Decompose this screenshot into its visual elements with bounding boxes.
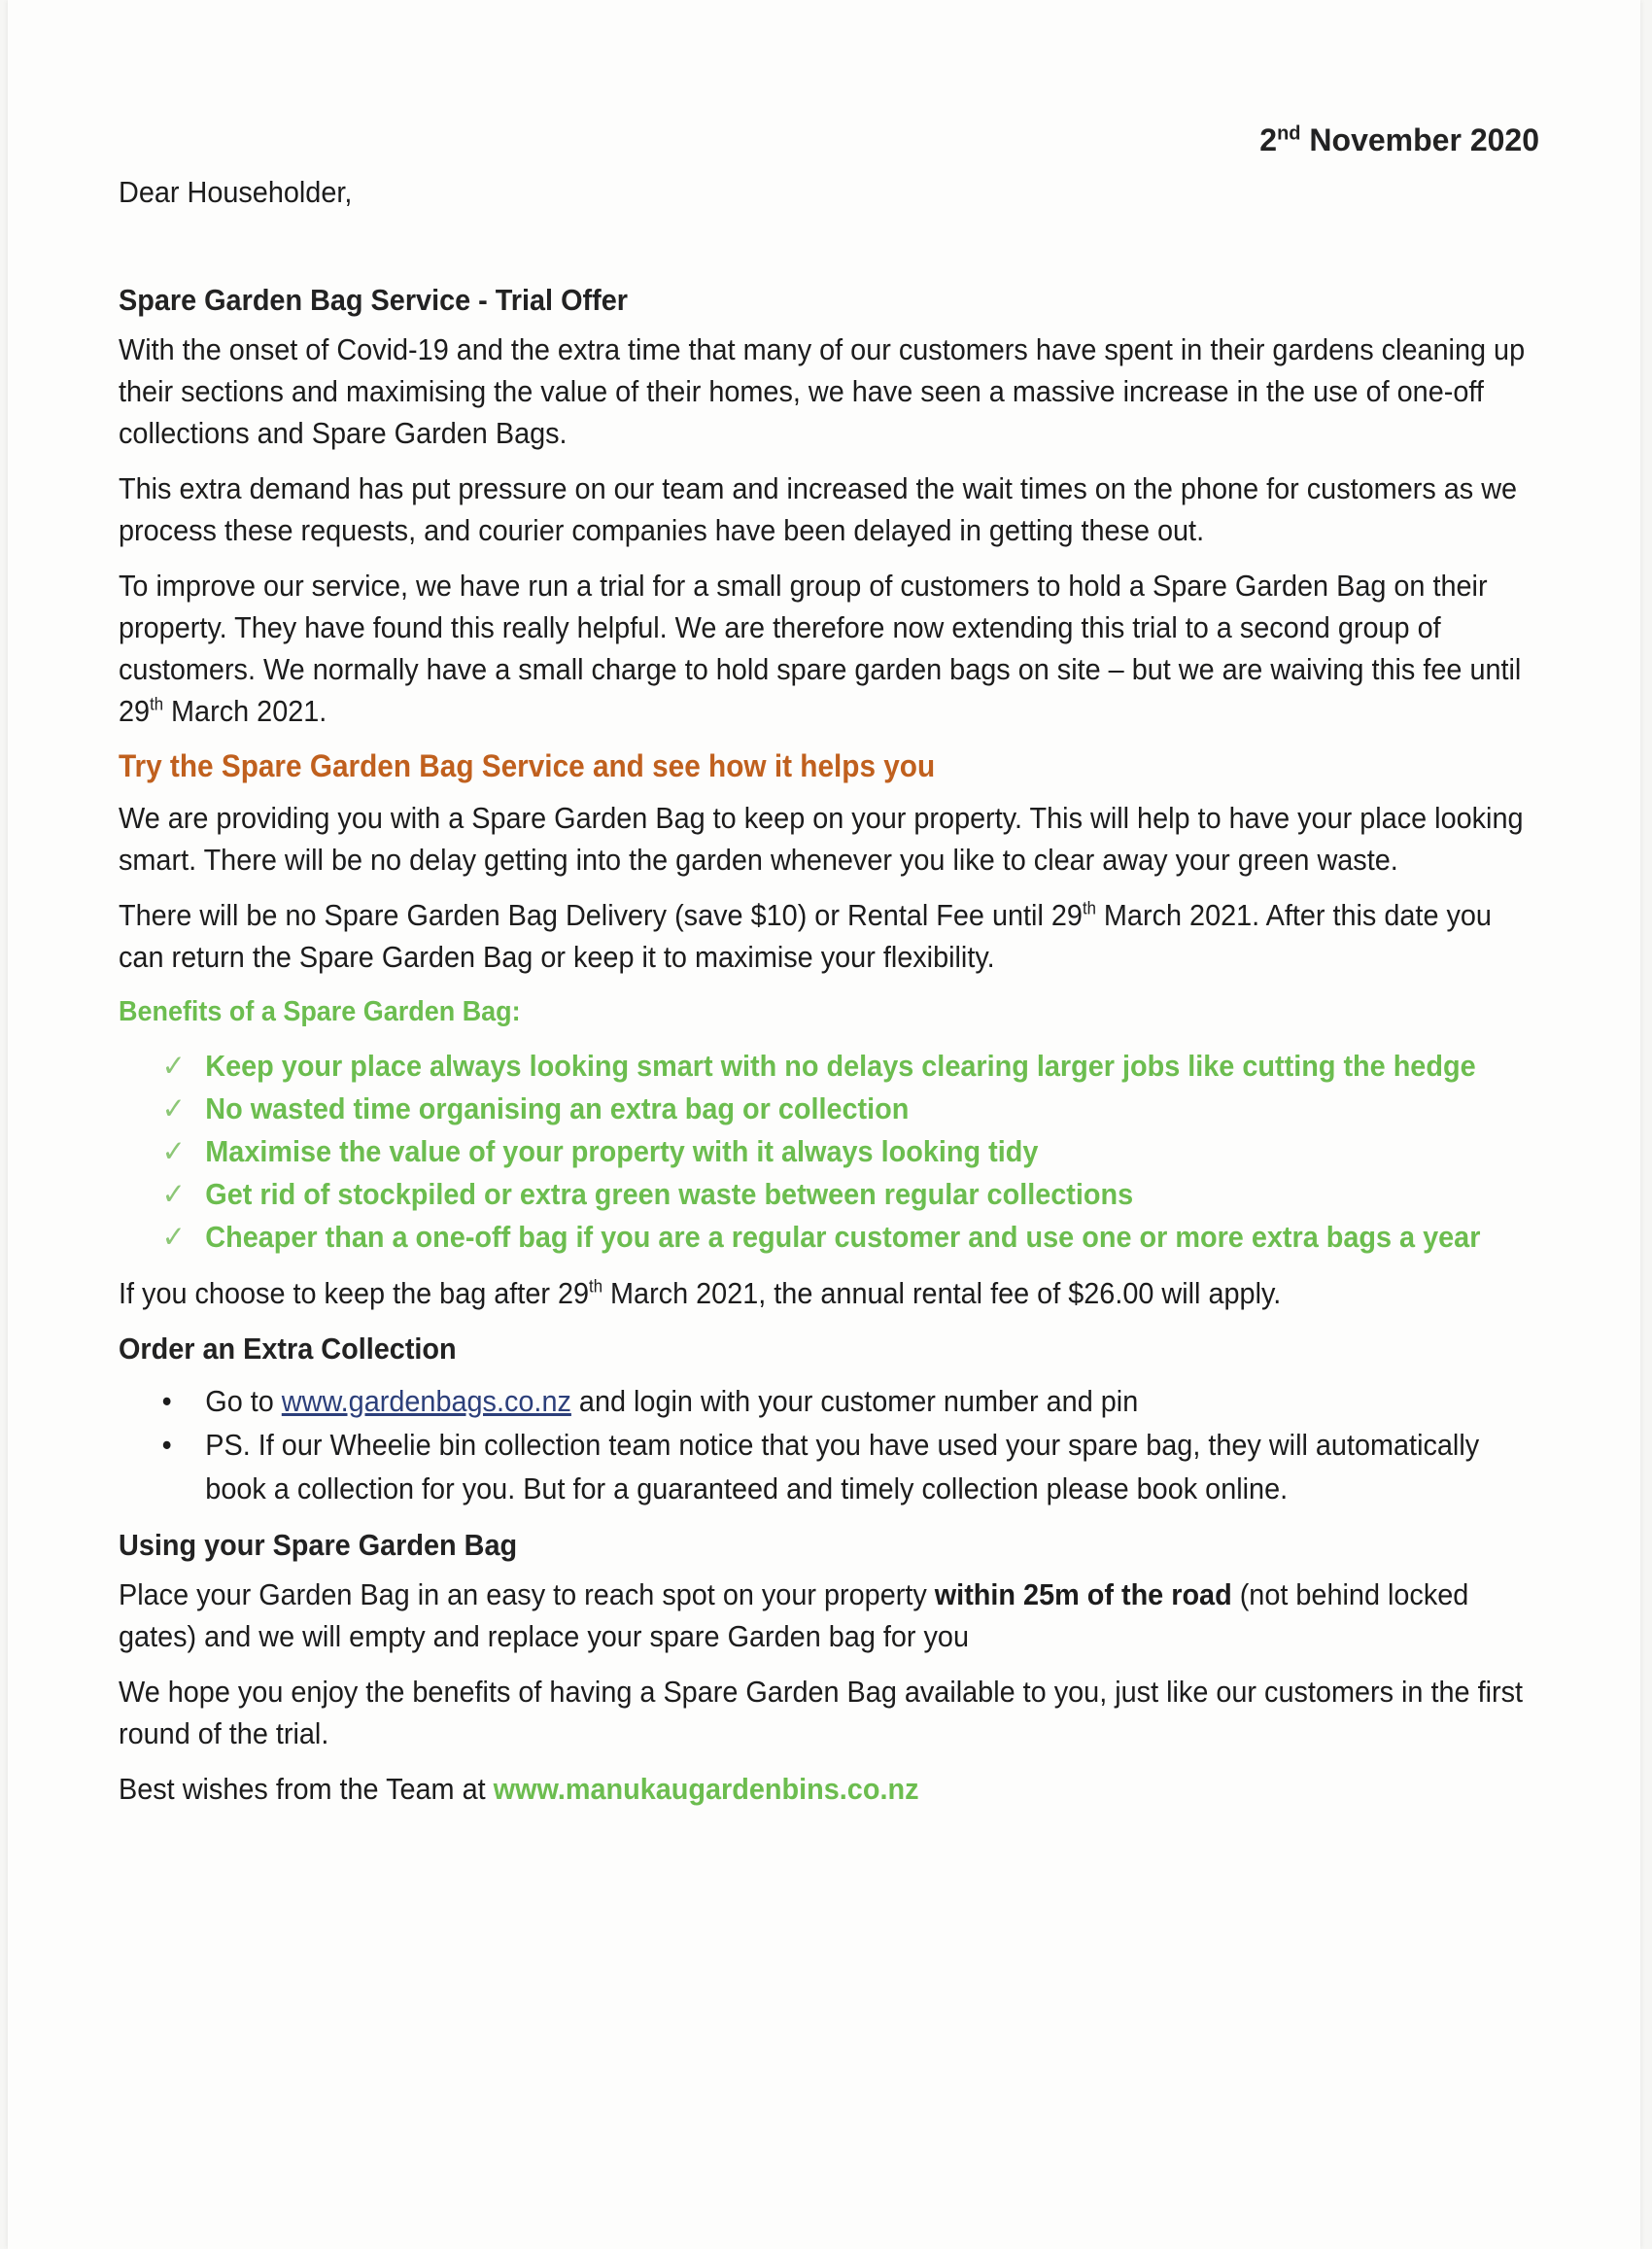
text: March 2021, the annual rental fee of $26.00 will apply. xyxy=(602,1276,1282,1310)
text: (not behind locked gates) and we will empty and replace your spare Garden bag for you xyxy=(119,1577,1469,1653)
bullet-icon: • xyxy=(161,1428,172,1462)
date-suffix: nd xyxy=(1277,122,1301,145)
check-icon: ✓ xyxy=(161,1177,186,1211)
gardenbags-link[interactable]: www.gardenbags.co.nz xyxy=(281,1384,571,1418)
paragraph-placement xyxy=(119,1574,1539,1657)
benefit-item xyxy=(162,1130,1539,1173)
text: There will be no Spare Garden Bag Delivery (save $10) or Rental Fee until 29 xyxy=(119,898,1083,932)
benefit-item xyxy=(162,1173,1539,1216)
ordinal-suffix: th xyxy=(1082,898,1096,918)
benefit-item xyxy=(162,1045,1539,1088)
benefit-text: Maximise the value of your property with it always looking tidy xyxy=(205,1134,1039,1168)
paragraph-hope: We hope you enjoy the benefits of having a Spare Garden Bag available to you, just like our customers in the first round of the trial. xyxy=(119,1675,1524,1750)
paragraph-providing: We are providing you with a Spare Garden Bag to keep on your property. This will help to have your place looking smart. There will be no delay getting into the garden whenever you like to clear away your green waste. xyxy=(119,801,1524,877)
order-item xyxy=(162,1379,1539,1423)
using-heading: Using your Spare Garden Bag xyxy=(119,1528,518,1562)
ordinal-suffix: th xyxy=(150,694,164,714)
text: Place your Garden Bag in an easy to reach spot on your property xyxy=(119,1577,935,1611)
text: Go to xyxy=(205,1384,282,1418)
order-heading: Order an Extra Collection xyxy=(119,1332,457,1366)
benefits-list xyxy=(119,1045,1539,1259)
text: March 2021. After this date you can return the Spare Garden Bag or keep it to maximise your flexibility. xyxy=(119,898,1492,974)
text: March 2021. xyxy=(163,694,327,728)
paragraph-trial xyxy=(119,565,1539,732)
paragraph-covid: With the onset of Covid-19 and the extra time that many of our customers have spent in their gardens cleaning up their sections and maximising the value of their homes, we have seen a massive increase in the use of one-off collections and Spare Garden Bags. xyxy=(119,332,1526,450)
benefit-item xyxy=(162,1088,1539,1130)
date-rest: November 2020 xyxy=(1300,122,1539,157)
order-item xyxy=(162,1423,1539,1510)
paragraph-rental-fee xyxy=(119,1272,1539,1314)
check-icon: ✓ xyxy=(161,1049,186,1083)
try-heading: Try the Spare Garden Bag Service and see how it helps you xyxy=(119,748,936,783)
letter-title: Spare Garden Bag Service - Trial Offer xyxy=(119,283,628,317)
ordinal-suffix: th xyxy=(589,1276,603,1297)
order-list xyxy=(119,1379,1539,1510)
salutation: Dear Householder, xyxy=(119,175,353,209)
benefit-text: No wasted time organising an extra bag or collection xyxy=(205,1091,910,1125)
letter-page xyxy=(8,0,1640,2249)
manukau-link[interactable]: www.manukaugardenbins.co.nz xyxy=(493,1772,919,1806)
text: Best wishes from the Team at xyxy=(119,1772,494,1806)
benefit-text: Get rid of stockpiled or extra green waste between regular collections xyxy=(205,1177,1134,1211)
date-day: 2 xyxy=(1259,122,1278,157)
paragraph-demand: This extra demand has put pressure on our team and increased the wait times on the phone for customers as we process these requests, and courier companies have been delayed in getting these out. xyxy=(119,471,1518,547)
text: and login with your customer number and pin xyxy=(570,1384,1139,1418)
benefit-text: Cheaper than a one-off bag if you are a regular customer and use one or more extra bags a year xyxy=(205,1220,1481,1254)
letter-body xyxy=(119,165,1539,1823)
emphasis: within 25m of the road xyxy=(934,1577,1232,1611)
letter-date xyxy=(1259,122,1539,158)
text: To improve our service, we have run a trial for a small group of customers to hold a Spare Garden Bag on their property. They have found this really helpful. We are therefore now extending this trial to a second group of customers. We normally have a small charge to hold spare garden bags on site – but we are waiving this fee until 29 xyxy=(119,569,1522,728)
check-icon: ✓ xyxy=(161,1220,186,1254)
benefits-heading: Benefits of a Spare Garden Bag: xyxy=(119,996,521,1027)
benefit-text: Keep your place always looking smart with no delays clearing larger jobs like cutting the hedge xyxy=(205,1049,1476,1083)
paragraph-no-fee xyxy=(119,894,1539,978)
text: If you choose to keep the bag after 29 xyxy=(119,1276,590,1310)
check-icon: ✓ xyxy=(161,1091,186,1125)
check-icon: ✓ xyxy=(161,1134,186,1168)
bullet-icon: • xyxy=(161,1384,172,1418)
benefit-item xyxy=(162,1216,1539,1259)
text: PS. If our Wheelie bin collection team notice that you have used your spare bag, they will automatically book a collection for you. But for a guaranteed and timely collection please book online. xyxy=(205,1428,1480,1505)
signoff xyxy=(119,1768,1539,1810)
